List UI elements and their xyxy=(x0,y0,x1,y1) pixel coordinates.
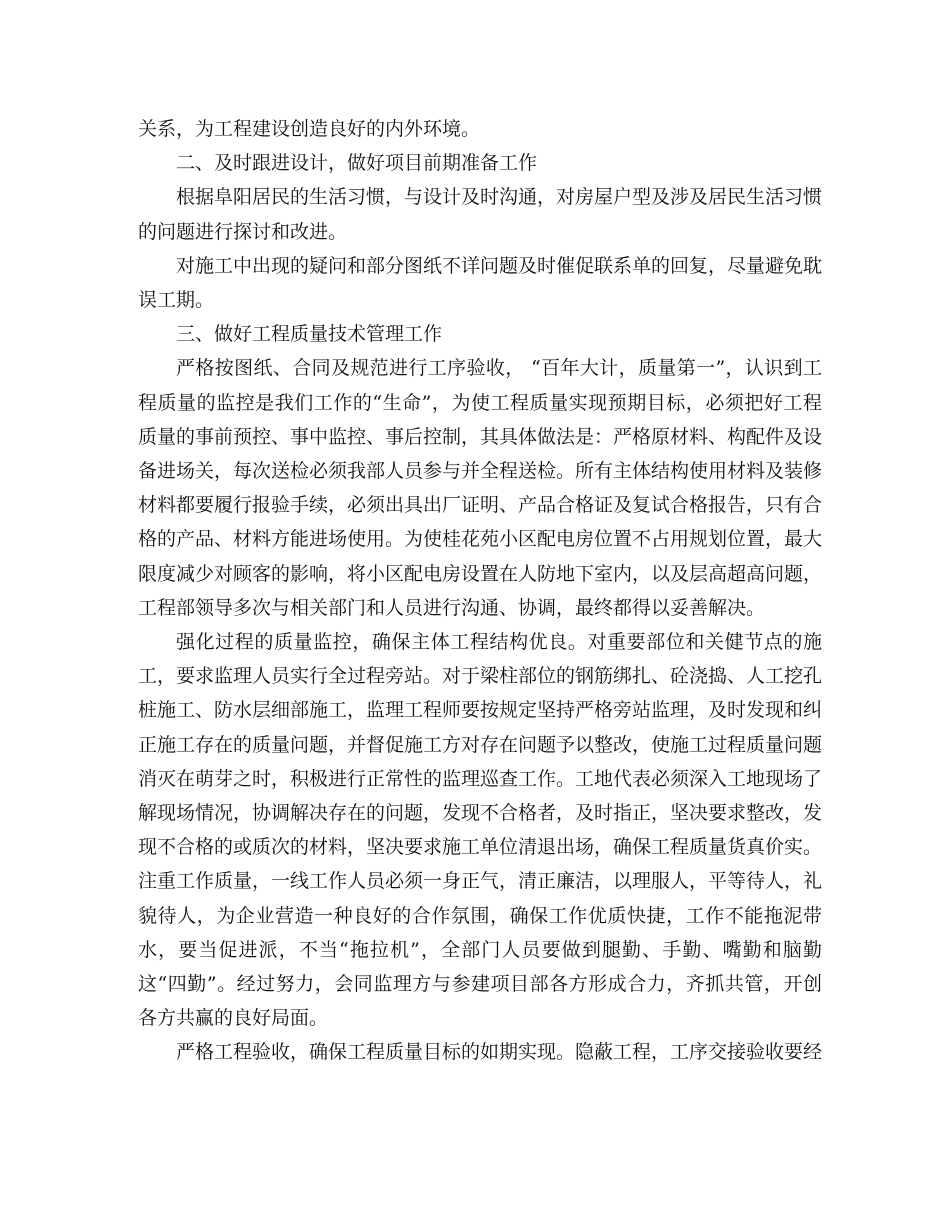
paragraph: 根据阜阳居民的生活习惯，与设计及时沟通，对房屋户型及涉及居民生活习惯的问题进行探讨和改进。 xyxy=(138,186,823,243)
document-body xyxy=(138,112,822,1070)
paragraph-continuation: 关系，为工程建设创造良好的内外环境。 xyxy=(138,118,481,140)
section-heading-2: 二、及时跟进设计，做好项目前期准备工作 xyxy=(176,152,538,175)
paragraph: 强化过程的质量监控，确保主体工程结构优良。对重要部位和关健节点的施工，要求监理人员实行全过程旁站。对于梁柱部位的钢筋绑扎、砼浇捣、人工挖孔桩施工、防水层细部施工，监理工程师要按规定坚持严格旁站监理，及时发现和纠正施工存在的质量问题，并督促施工方对存在问题予以整改，使施工过程质量问题消灭在萌芽之时，积极进行正常性的监理巡查工作。工地代表必须深入工地现场了解现场情况，协调解决存在的问题，发现不合格者，及时指正，坚决要求整改，发现不合格的或质次的材料，坚决要求施工单位清退出场，确保工程质量货真价实。注重工作质量，一线工作人员必须一身正气，清正廉洁，以理服人，平等待人，礼貌待人，为企业营造一种良好的合作氛围，确保工作优质快捷，工作不能拖泥带水，要当促进派，不当“拖拉机”，全部门人员要做到腿勤、手勤、嘴勤和脑勤这“四勤”。经过努力，会同监理方与参建项目部各方形成合力，齐抓共管，开创各方共赢的良好局面。 xyxy=(138,631,823,1030)
paragraph: 严格工程验收，确保工程质量目标的如期实现。隐蔽工程，工序交接验收要经 xyxy=(176,1041,823,1064)
paragraph: 严格按图纸、合同及规范进行工序验收， “百年大计，质量第一”，认识到工程质量的监控是我们工作的“生命”，为使工程质量实现预期目标，必须把好工程质量的事前预控、事中监控、事后控制，其具体做法是：严格原材料、构配件及设备进场关，每次送检必须我部人员参与并全程送检。所有主体结构使用材料及装修材料都要履行报验手续，必须出具出厂证明、产品合格证及复试合格报告，只有合格的产品、材料方能进场使用。为使桂花苑小区配电房位置不占用规划位置，最大限度减少对顾客的影响，将小区配电房设置在人防地下室内，以及层高超高问题，工程部领导多次与相关部门和人员进行沟通、协调，最终都得以妥善解决。 xyxy=(138,357,823,619)
paragraph: 对施工中出现的疑问和部分图纸不详问题及时催促联系单的回复，尽量避免耽误工期。 xyxy=(138,254,823,312)
section-heading-3: 三、做好工程质量技术管理工作 xyxy=(176,323,443,346)
